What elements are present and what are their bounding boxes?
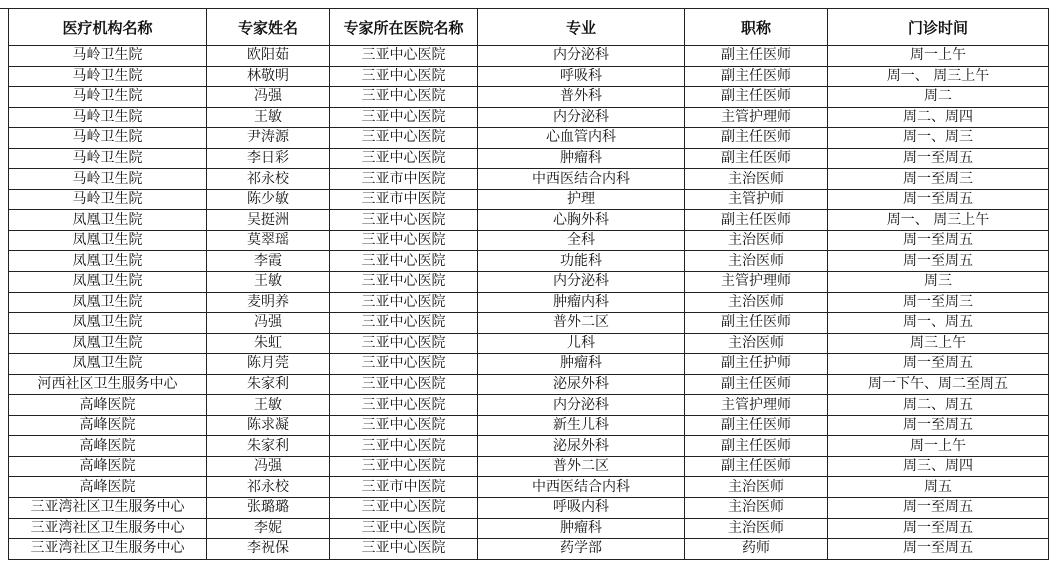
cell-expert-name: 张璐璐 [207, 498, 330, 519]
cell-expert-name: 朱家利 [207, 436, 330, 457]
cell-clinic-time: 周一至周五 [828, 230, 1049, 251]
table-row [9, 292, 1049, 313]
cell-institution: 凤凰卫生院 [9, 230, 207, 251]
cell-title: 主管护理师 [685, 395, 828, 416]
cell-clinic-time: 周一至周三 [828, 292, 1049, 313]
cell-clinic-time: 周一上午 [828, 46, 1049, 67]
expert-clinic-table [8, 8, 1049, 560]
cell-specialty: 肿瘤科 [478, 354, 685, 375]
cell-expert-name: 陈月莞 [207, 354, 330, 375]
cell-institution: 凤凰卫生院 [9, 292, 207, 313]
cell-title: 主治医师 [685, 333, 828, 354]
table-row [9, 374, 1049, 395]
cell-expert-name: 陈求凝 [207, 415, 330, 436]
cell-specialty: 呼吸内科 [478, 498, 685, 519]
schedule-sheet [0, 8, 1053, 560]
cell-clinic-time: 周一、 周三上午 [828, 66, 1049, 87]
cell-expert-name: 冯强 [207, 456, 330, 477]
cell-institution: 高峰医院 [9, 436, 207, 457]
table-header-row [9, 9, 1049, 46]
cell-specialty: 肿瘤内科 [478, 292, 685, 313]
cell-expert-hospital: 三亚中心医院 [330, 87, 478, 108]
cell-expert-hospital: 三亚中心医院 [330, 354, 478, 375]
header-expert-name: 专家姓名 [207, 9, 330, 46]
table-row [9, 354, 1049, 375]
table-row [9, 148, 1049, 169]
cell-clinic-time: 周一下午、周二至周五 [828, 374, 1049, 395]
cell-clinic-time: 周五 [828, 477, 1049, 498]
cell-clinic-time: 周三 [828, 272, 1049, 293]
cell-expert-name: 欧阳茹 [207, 46, 330, 67]
cell-expert-name: 李霞 [207, 251, 330, 272]
cell-specialty: 普外二区 [478, 313, 685, 334]
cell-clinic-time: 周一至周五 [828, 415, 1049, 436]
cell-expert-name: 冯强 [207, 87, 330, 108]
cell-title: 主管护师 [685, 189, 828, 210]
header-expert-hospital: 专家所在医院名称 [330, 9, 478, 46]
cell-clinic-time: 周一至周五 [828, 539, 1049, 560]
table-row [9, 313, 1049, 334]
cell-clinic-time: 周二、周五 [828, 395, 1049, 416]
cell-specialty: 内分泌科 [478, 107, 685, 128]
cell-expert-hospital: 三亚中心医院 [330, 456, 478, 477]
cell-specialty: 新生儿科 [478, 415, 685, 436]
cell-institution: 凤凰卫生院 [9, 272, 207, 293]
cell-clinic-time: 周一上午 [828, 436, 1049, 457]
cell-expert-hospital: 三亚市中医院 [330, 189, 478, 210]
cell-specialty: 儿科 [478, 333, 685, 354]
cell-institution: 三亚湾社区卫生服务中心 [9, 518, 207, 539]
cell-specialty: 功能科 [478, 251, 685, 272]
cell-expert-hospital: 三亚中心医院 [330, 374, 478, 395]
cell-expert-name: 李日彩 [207, 148, 330, 169]
cell-title: 副主任医师 [685, 87, 828, 108]
header-specialty: 专业 [478, 9, 685, 46]
cell-institution: 马岭卫生院 [9, 46, 207, 67]
cell-institution: 马岭卫生院 [9, 107, 207, 128]
cell-clinic-time: 周二、周四 [828, 107, 1049, 128]
cell-clinic-time: 周一至周五 [828, 251, 1049, 272]
cell-expert-hospital: 三亚中心医院 [330, 498, 478, 519]
table-row [9, 189, 1049, 210]
cell-specialty: 泌尿外科 [478, 374, 685, 395]
table-row [9, 169, 1049, 190]
cell-title: 副主任医师 [685, 374, 828, 395]
cell-institution: 三亚湾社区卫生服务中心 [9, 539, 207, 560]
cell-clinic-time: 周一、周三 [828, 128, 1049, 149]
table-row [9, 230, 1049, 251]
cell-specialty: 中西医结合内科 [478, 477, 685, 498]
cell-title: 主治医师 [685, 498, 828, 519]
cell-title: 副主任医师 [685, 436, 828, 457]
cell-institution: 马岭卫生院 [9, 148, 207, 169]
cell-expert-hospital: 三亚中心医院 [330, 66, 478, 87]
cell-specialty: 护理 [478, 189, 685, 210]
table-row [9, 87, 1049, 108]
cell-institution: 凤凰卫生院 [9, 333, 207, 354]
cell-expert-hospital: 三亚中心医院 [330, 230, 478, 251]
header-title: 职称 [685, 9, 828, 46]
cell-title: 副主任医师 [685, 148, 828, 169]
cell-expert-hospital: 三亚中心医院 [330, 415, 478, 436]
cell-expert-name: 尹涛源 [207, 128, 330, 149]
cell-expert-hospital: 三亚中心医院 [330, 251, 478, 272]
cell-specialty: 药学部 [478, 539, 685, 560]
cell-expert-hospital: 三亚中心医院 [330, 128, 478, 149]
cell-institution: 马岭卫生院 [9, 169, 207, 190]
cell-title: 副主任医师 [685, 128, 828, 149]
cell-expert-name: 祁永校 [207, 477, 330, 498]
cell-title: 副主任医师 [685, 210, 828, 231]
cell-institution: 凤凰卫生院 [9, 251, 207, 272]
table-row [9, 518, 1049, 539]
cell-expert-hospital: 三亚中心医院 [330, 272, 478, 293]
cell-expert-hospital: 三亚市中医院 [330, 477, 478, 498]
cell-title: 副主任医师 [685, 46, 828, 67]
cell-clinic-time: 周一至周五 [828, 148, 1049, 169]
cell-specialty: 内分泌科 [478, 395, 685, 416]
table-row [9, 415, 1049, 436]
cell-specialty: 心胸外科 [478, 210, 685, 231]
cell-expert-name: 麦明养 [207, 292, 330, 313]
cell-title: 药师 [685, 539, 828, 560]
table-row [9, 210, 1049, 231]
table-row [9, 456, 1049, 477]
cell-title: 主治医师 [685, 169, 828, 190]
cell-specialty: 普外科 [478, 87, 685, 108]
cell-institution: 高峰医院 [9, 456, 207, 477]
cell-specialty: 呼吸科 [478, 66, 685, 87]
cell-clinic-time: 周一至周五 [828, 518, 1049, 539]
cell-specialty: 内分泌科 [478, 46, 685, 67]
cell-clinic-time: 周一至周五 [828, 354, 1049, 375]
cell-expert-name: 朱虹 [207, 333, 330, 354]
header-institution: 医疗机构名称 [9, 9, 207, 46]
cell-clinic-time: 周二 [828, 87, 1049, 108]
cell-institution: 马岭卫生院 [9, 87, 207, 108]
cell-title: 主治医师 [685, 292, 828, 313]
cell-expert-name: 陈少敏 [207, 189, 330, 210]
cell-clinic-time: 周三上午 [828, 333, 1049, 354]
cell-specialty: 肿瘤科 [478, 518, 685, 539]
cell-expert-hospital: 三亚中心医院 [330, 333, 478, 354]
cell-institution: 河西社区卫生服务中心 [9, 374, 207, 395]
cell-title: 主管护理师 [685, 107, 828, 128]
cell-title: 主治医师 [685, 477, 828, 498]
cell-clinic-time: 周一至周三 [828, 169, 1049, 190]
cell-institution: 高峰医院 [9, 415, 207, 436]
cell-expert-name: 王敏 [207, 107, 330, 128]
table-row [9, 272, 1049, 293]
cell-specialty: 肿瘤科 [478, 148, 685, 169]
cell-specialty: 全科 [478, 230, 685, 251]
cell-expert-hospital: 三亚市中医院 [330, 169, 478, 190]
cell-specialty: 中西医结合内科 [478, 169, 685, 190]
cell-title: 副主任医师 [685, 456, 828, 477]
cell-expert-hospital: 三亚中心医院 [330, 210, 478, 231]
cell-clinic-time: 周一至周五 [828, 498, 1049, 519]
cell-expert-name: 朱家利 [207, 374, 330, 395]
table-row [9, 477, 1049, 498]
cell-expert-name: 王敏 [207, 272, 330, 293]
cell-clinic-time: 周三、周四 [828, 456, 1049, 477]
table-body [9, 46, 1049, 560]
cell-institution: 凤凰卫生院 [9, 313, 207, 334]
cell-expert-hospital: 三亚中心医院 [330, 436, 478, 457]
cell-expert-hospital: 三亚中心医院 [330, 313, 478, 334]
cell-expert-hospital: 三亚中心医院 [330, 539, 478, 560]
cell-institution: 高峰医院 [9, 395, 207, 416]
cell-specialty: 内分泌科 [478, 272, 685, 293]
cell-institution: 高峰医院 [9, 477, 207, 498]
table-row [9, 107, 1049, 128]
cell-specialty: 心血管内科 [478, 128, 685, 149]
table-row [9, 128, 1049, 149]
cell-expert-hospital: 三亚中心医院 [330, 518, 478, 539]
cell-title: 副主任医师 [685, 415, 828, 436]
table-row [9, 46, 1049, 67]
cell-institution: 马岭卫生院 [9, 128, 207, 149]
cell-institution: 三亚湾社区卫生服务中心 [9, 498, 207, 519]
cell-expert-hospital: 三亚中心医院 [330, 107, 478, 128]
table-row [9, 66, 1049, 87]
cell-institution: 凤凰卫生院 [9, 354, 207, 375]
cell-specialty: 普外二区 [478, 456, 685, 477]
cell-expert-hospital: 三亚中心医院 [330, 395, 478, 416]
cell-clinic-time: 周一至周五 [828, 189, 1049, 210]
cell-expert-name: 李妮 [207, 518, 330, 539]
cell-title: 副主任医师 [685, 313, 828, 334]
cell-clinic-time: 周一、 周三上午 [828, 210, 1049, 231]
table-row [9, 436, 1049, 457]
cell-title: 主治医师 [685, 251, 828, 272]
cell-expert-hospital: 三亚中心医院 [330, 46, 478, 67]
cell-expert-name: 冯强 [207, 313, 330, 334]
cell-institution: 马岭卫生院 [9, 66, 207, 87]
cell-expert-hospital: 三亚中心医院 [330, 148, 478, 169]
cell-specialty: 泌尿外科 [478, 436, 685, 457]
cell-title: 副主任医师 [685, 66, 828, 87]
table-row [9, 539, 1049, 560]
cell-institution: 马岭卫生院 [9, 189, 207, 210]
cell-title: 主管护理师 [685, 272, 828, 293]
cell-title: 副主任护师 [685, 354, 828, 375]
cell-title: 主治医师 [685, 518, 828, 539]
cell-title: 主治医师 [685, 230, 828, 251]
table-row [9, 395, 1049, 416]
cell-expert-name: 吴挺洲 [207, 210, 330, 231]
table-row [9, 251, 1049, 272]
cell-expert-name: 祁永校 [207, 169, 330, 190]
table-row [9, 498, 1049, 519]
cell-clinic-time: 周一、周五 [828, 313, 1049, 334]
header-clinic-time: 门诊时间 [828, 9, 1049, 46]
cell-expert-hospital: 三亚中心医院 [330, 292, 478, 313]
cell-expert-name: 林敬明 [207, 66, 330, 87]
cell-expert-name: 王敏 [207, 395, 330, 416]
cell-institution: 凤凰卫生院 [9, 210, 207, 231]
cell-expert-name: 莫翠瑶 [207, 230, 330, 251]
cell-expert-name: 李祝保 [207, 539, 330, 560]
table-row [9, 333, 1049, 354]
